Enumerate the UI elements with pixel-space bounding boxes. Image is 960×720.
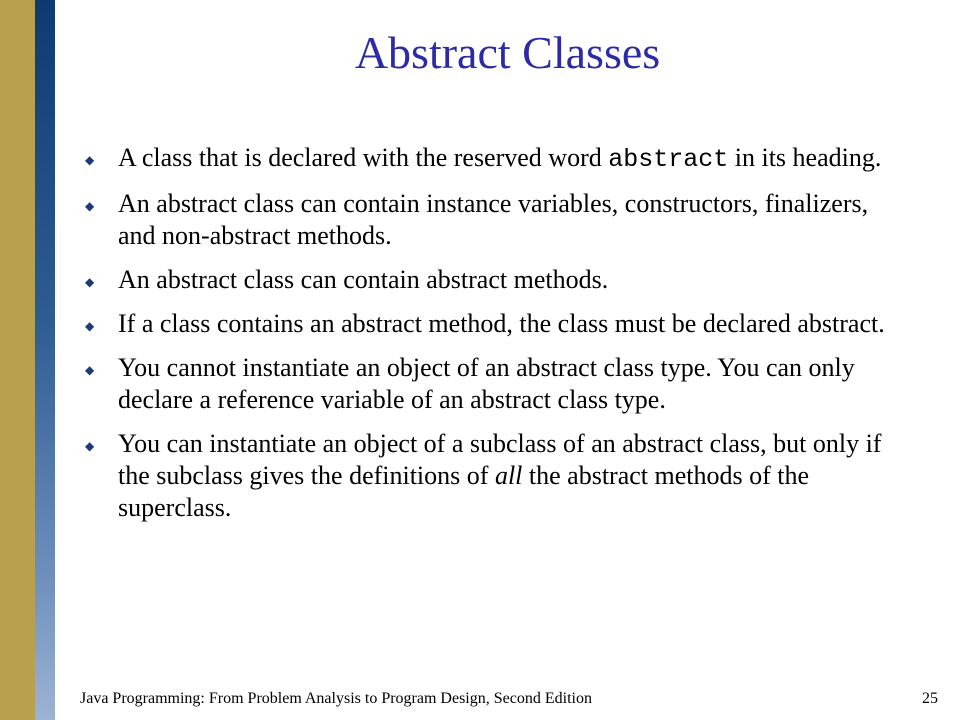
emphasis-text: all — [494, 461, 523, 490]
left-accent-bar-blue — [35, 0, 55, 720]
diamond-bullet-icon: ◆ — [85, 439, 95, 453]
slide-footer: Java Programming: From Problem Analysis to Program Design, Second Edition — [80, 690, 592, 707]
bullet-text: An abstract class can contain abstract methods. — [118, 265, 609, 294]
diamond-bullet-icon: ◆ — [85, 199, 95, 213]
left-accent-bar-olive — [0, 0, 35, 720]
bullet-text: the abstract methods of the superclass. — [118, 461, 810, 522]
diamond-bullet-icon: ◆ — [85, 363, 95, 377]
bullet-text: in its heading. — [728, 143, 882, 172]
diamond-bullet-icon: ◆ — [85, 319, 95, 333]
bullet-item — [85, 308, 895, 340]
bullet-text: You can instantiate an object of a subclass of an abstract class, but only if the subclass gives the definitions of — [118, 429, 882, 490]
bullet-text: If a class contains an abstract method, the class must be declared abstract. — [118, 309, 885, 338]
diamond-bullet-icon: ◆ — [85, 275, 95, 289]
bullet-item — [85, 428, 895, 524]
bullet-text: A class that is declared with the reserved word — [118, 143, 609, 172]
bullet-text: You cannot instantiate an object of an abstract class type. You can only declare a reference variable of an abstract class type. — [118, 353, 855, 414]
diamond-bullet-icon: ◆ — [85, 153, 95, 167]
page-number: 25 — [922, 690, 938, 707]
bullet-item — [85, 264, 895, 296]
bullet-text: An abstract class can contain instance variables, constructors, finalizers, and non-abstract methods. — [118, 189, 869, 250]
slide-title: Abstract Classes — [354, 27, 661, 78]
bullet-item — [85, 188, 895, 252]
code-keyword: abstract — [608, 145, 729, 174]
bullet-item — [85, 142, 895, 176]
bullet-item — [85, 352, 895, 416]
bullet-list — [85, 142, 895, 536]
